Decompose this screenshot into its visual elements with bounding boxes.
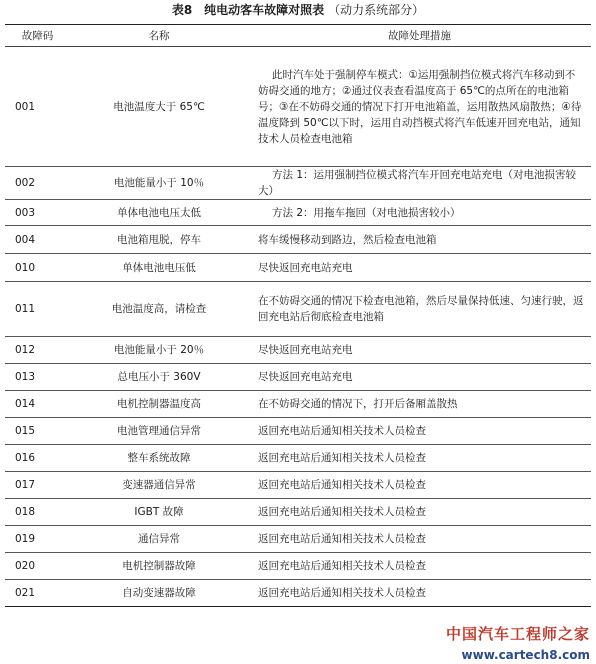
fault-code: 002 xyxy=(5,167,70,200)
fault-measure: 在不妨碍交通的情况下检查电池箱，然后尽量保持低速、匀速行驶，返回充电站后彻底检查电池箱 xyxy=(248,282,591,337)
fault-code: 016 xyxy=(5,445,70,472)
fault-measure: 返回充电站后通知相关技术人员检查 xyxy=(248,418,591,445)
fault-name: 电池管理通信异常 xyxy=(70,418,248,445)
fault-name: 通信异常 xyxy=(70,526,248,553)
fault-measure: 返回充电站后通知相关技术人员检查 xyxy=(248,499,591,526)
header-name: 名称 xyxy=(70,25,248,47)
fault-measure: 尽快返回充电站充电 xyxy=(248,337,591,364)
header-measure: 故障处理措施 xyxy=(248,25,591,47)
fault-measure: 此时汽车处于强制停车模式：①运用强制挡位模式将汽车移动到不妨碍交通的地方；②通过仪表查看温度高于 65℃的点所在的电池箱号；③在不妨碍交通的情况下打开电池箱盖，运用散热风扇散热；④待温度降到 50℃以下时，运用自动挡模式将汽车低速开回充电站，通知技术人员检查电池箱 xyxy=(248,47,591,167)
table-row xyxy=(5,200,591,226)
fault-name: 变速器通信异常 xyxy=(70,472,248,499)
fault-name: 电机控制器温度高 xyxy=(70,391,248,418)
fault-measure: 返回充电站后通知相关技术人员检查 xyxy=(248,580,591,607)
table-caption xyxy=(0,2,596,18)
fault-name: 总电压小于 360V xyxy=(70,364,248,391)
header-code: 故障码 xyxy=(5,25,70,47)
fault-code: 012 xyxy=(5,337,70,364)
fault-measure: 方法 2：用拖车拖回（对电池损害较小） xyxy=(248,200,591,226)
table-row xyxy=(5,499,591,526)
fault-code: 020 xyxy=(5,553,70,580)
fault-code: 014 xyxy=(5,391,70,418)
fault-code: 015 xyxy=(5,418,70,445)
fault-name: 电池箱甩脱，停车 xyxy=(70,226,248,254)
table-row xyxy=(5,47,591,167)
fault-code: 001 xyxy=(5,47,70,167)
caption-title: 表8 纯电动客车故障对照表 xyxy=(171,3,325,17)
fault-code: 004 xyxy=(5,226,70,254)
table-row xyxy=(5,391,591,418)
fault-name: 自动变速器故障 xyxy=(70,580,248,607)
fault-name: 电池温度大于 65℃ xyxy=(70,47,248,167)
fault-measure: 返回充电站后通知相关技术人员检查 xyxy=(248,553,591,580)
table-row xyxy=(5,167,591,200)
table-row xyxy=(5,364,591,391)
fault-name: 单体电池电压太低 xyxy=(70,200,248,226)
fault-name: 电机控制器故障 xyxy=(70,553,248,580)
table-row xyxy=(5,445,591,472)
fault-code: 017 xyxy=(5,472,70,499)
fault-measure: 尽快返回充电站充电 xyxy=(248,254,591,282)
watermark-text: 中国汽车工程师之家 xyxy=(445,625,590,643)
fault-measure: 在不妨碍交通的情况下，打开后备厢盖散热 xyxy=(248,391,591,418)
table-row xyxy=(5,254,591,282)
table-row xyxy=(5,580,591,607)
table-row xyxy=(5,418,591,445)
fault-name: 电池能量小于 10％ xyxy=(70,167,248,200)
caption-subtitle: （动力系统部分） xyxy=(328,3,425,17)
fault-code: 011 xyxy=(5,282,70,337)
fault-code: 013 xyxy=(5,364,70,391)
table-row xyxy=(5,526,591,553)
table-row xyxy=(5,472,591,499)
fault-code: 019 xyxy=(5,526,70,553)
fault-code: 018 xyxy=(5,499,70,526)
fault-name: 电池温度高，请检查 xyxy=(70,282,248,337)
fault-measure: 返回充电站后通知相关技术人员检查 xyxy=(248,472,591,499)
fault-measure: 尽快返回充电站充电 xyxy=(248,364,591,391)
table-header-row xyxy=(5,25,591,47)
fault-code: 021 xyxy=(5,580,70,607)
fault-code: 010 xyxy=(5,254,70,282)
fault-measure: 返回充电站后通知相关技术人员检查 xyxy=(248,445,591,472)
table-row xyxy=(5,553,591,580)
fault-code: 003 xyxy=(5,200,70,226)
fault-name: IGBT 故障 xyxy=(70,499,248,526)
fault-name: 单体电池电压低 xyxy=(70,254,248,282)
fault-measure: 返回充电站后通知相关技术人员检查 xyxy=(248,526,591,553)
fault-code-table xyxy=(5,24,591,607)
fault-name: 电池能量小于 20％ xyxy=(70,337,248,364)
table-row xyxy=(5,282,591,337)
table-row xyxy=(5,226,591,254)
watermark-url: www.cartech8.com xyxy=(461,648,590,662)
fault-measure: 将车缓慢移动到路边，然后检查电池箱 xyxy=(248,226,591,254)
fault-measure: 方法 1：运用强制挡位模式将汽车开回充电站充电（对电池损害较大） xyxy=(248,167,591,200)
fault-name: 整车系统故障 xyxy=(70,445,248,472)
table-row xyxy=(5,337,591,364)
